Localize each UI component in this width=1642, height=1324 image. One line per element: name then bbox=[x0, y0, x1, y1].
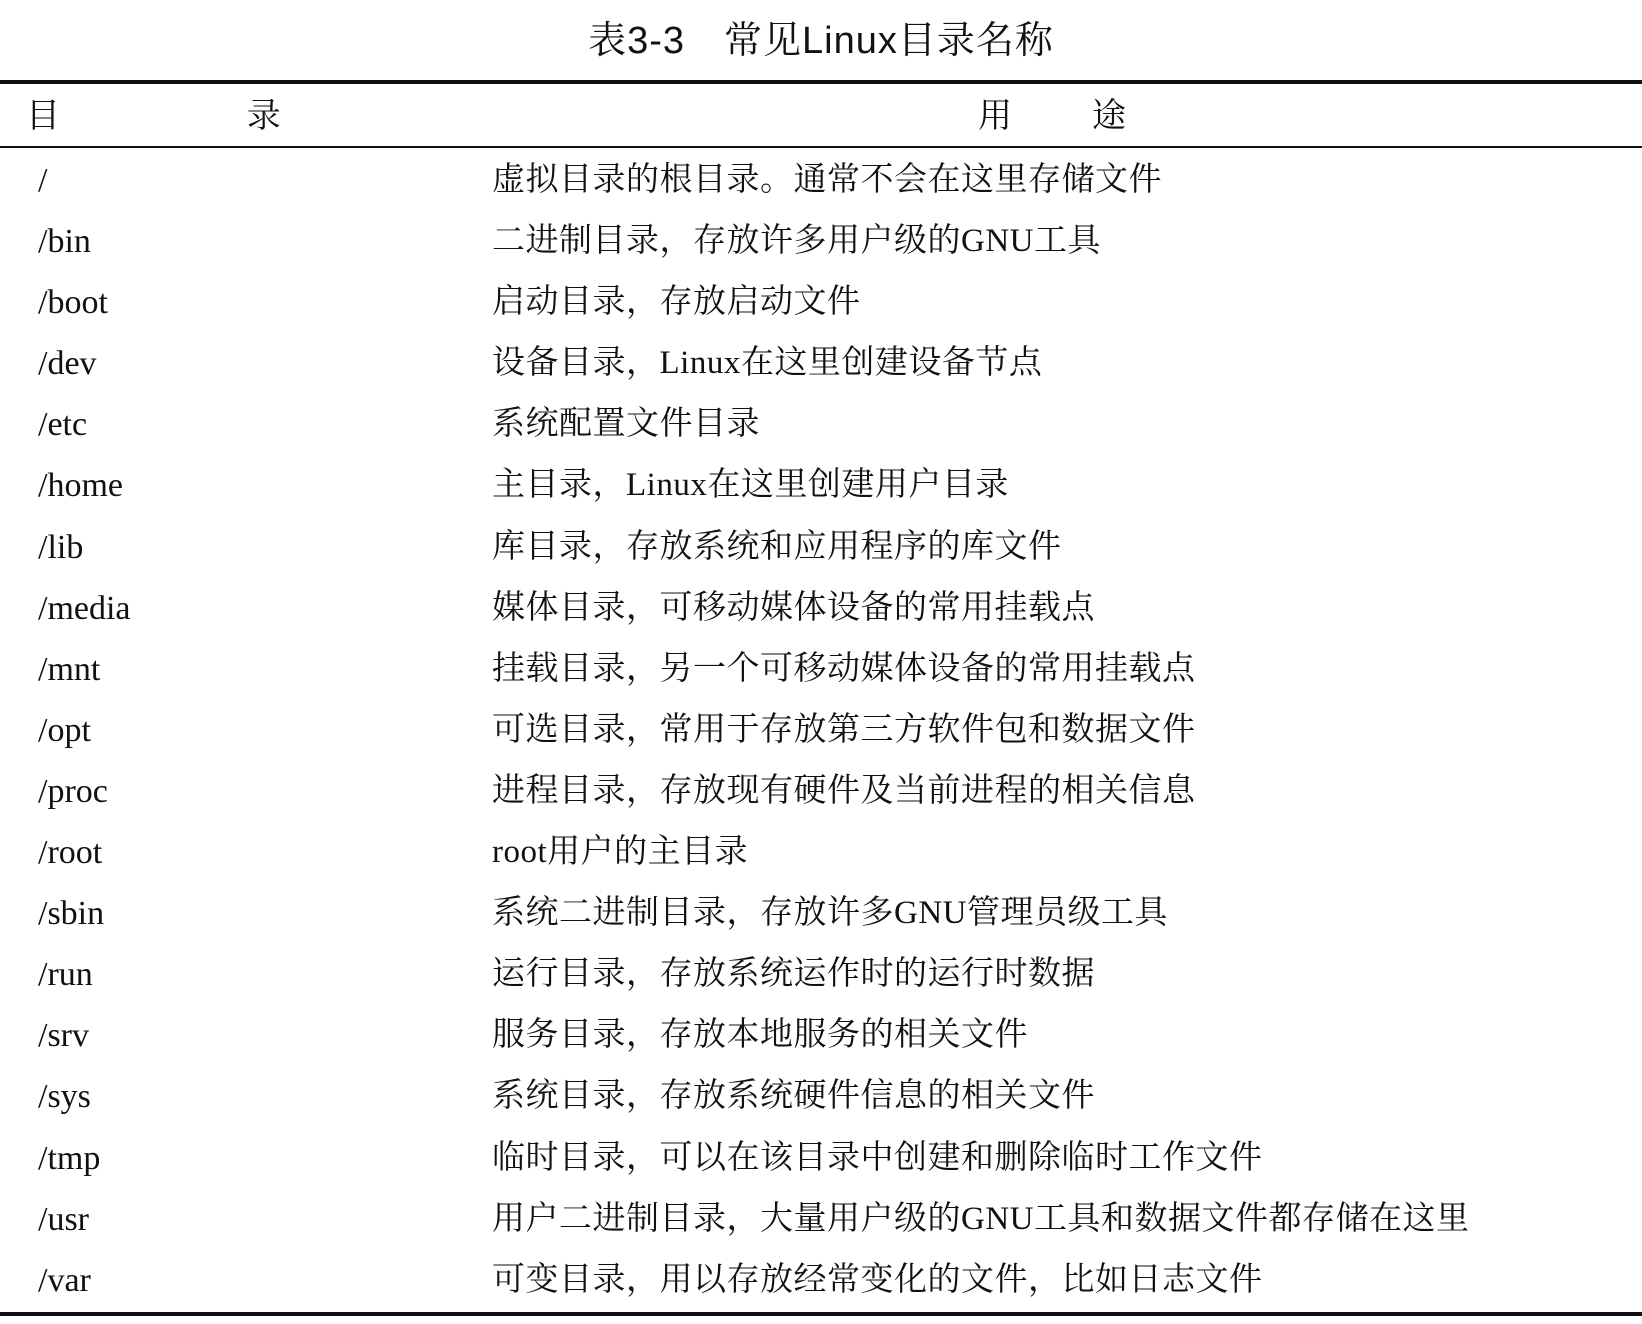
table-row bbox=[0, 1128, 1642, 1189]
directory-cell: /tmp bbox=[38, 1139, 101, 1177]
table-title: 表3-3 常见Linux目录名称 bbox=[588, 20, 1054, 62]
header-purpose: 用途 bbox=[978, 96, 1206, 136]
table-body bbox=[0, 150, 1642, 1311]
directory-cell: /sys bbox=[38, 1078, 91, 1116]
directory-cell: /bin bbox=[38, 223, 91, 261]
directory-cell: /opt bbox=[38, 711, 91, 749]
purpose-cell: root用户的主目录 bbox=[492, 834, 749, 871]
purpose-cell: 主目录，Linux在这里创建用户目录 bbox=[492, 467, 1009, 504]
table-row bbox=[0, 883, 1642, 944]
table-row bbox=[0, 211, 1642, 272]
directory-cell: /proc bbox=[38, 772, 108, 810]
table-row bbox=[0, 700, 1642, 761]
table-row bbox=[0, 1189, 1642, 1250]
directory-cell: /boot bbox=[38, 284, 108, 322]
purpose-cell: 临时目录，可以在该目录中创建和删除临时工作文件 bbox=[492, 1139, 1263, 1176]
purpose-cell: 挂载目录，另一个可移动媒体设备的常用挂载点 bbox=[492, 650, 1196, 687]
table-row bbox=[0, 1066, 1642, 1127]
purpose-cell: 设备目录，Linux在这里创建设备节点 bbox=[492, 345, 1043, 382]
table-row bbox=[0, 639, 1642, 700]
table-row bbox=[0, 761, 1642, 822]
table-bottom-rule bbox=[0, 1312, 1642, 1316]
directory-cell: /sbin bbox=[38, 895, 105, 933]
purpose-cell: 二进制目录，存放许多用户级的GNU工具 bbox=[492, 223, 1101, 260]
table-row bbox=[0, 944, 1642, 1005]
purpose-cell: 用户二进制目录，大量用户级的GNU工具和数据文件都存储在这里 bbox=[492, 1200, 1470, 1237]
purpose-cell: 媒体目录，可移动媒体设备的常用挂载点 bbox=[492, 589, 1095, 626]
purpose-cell: 系统配置文件目录 bbox=[492, 406, 760, 443]
purpose-cell: 虚拟目录的根目录。通常不会在这里存储文件 bbox=[492, 162, 1162, 198]
table-row bbox=[0, 150, 1642, 211]
directory-cell: /usr bbox=[38, 1200, 89, 1238]
purpose-cell: 进程目录，存放现有硬件及当前进程的相关信息 bbox=[492, 772, 1196, 809]
directory-cell: /etc bbox=[38, 406, 88, 444]
directory-cell: /var bbox=[38, 1261, 91, 1299]
directory-cell: /mnt bbox=[38, 650, 101, 688]
table-row bbox=[0, 1005, 1642, 1066]
table-row bbox=[0, 517, 1642, 578]
directory-cell: /lib bbox=[38, 528, 84, 566]
directory-cell: /dev bbox=[38, 345, 97, 383]
purpose-cell: 服务目录，存放本地服务的相关文件 bbox=[492, 1017, 1028, 1054]
purpose-cell: 系统二进制目录，存放许多GNU管理员级工具 bbox=[492, 895, 1168, 932]
directory-cell: /run bbox=[38, 956, 93, 994]
purpose-cell: 运行目录，存放系统运作时的运行时数据 bbox=[492, 956, 1095, 993]
table-row bbox=[0, 1250, 1642, 1311]
purpose-cell: 可选目录，常用于存放第三方软件包和数据文件 bbox=[492, 711, 1196, 748]
directory-cell: /home bbox=[38, 467, 123, 505]
purpose-cell: 系统目录，存放系统硬件信息的相关文件 bbox=[492, 1078, 1095, 1115]
table-row bbox=[0, 578, 1642, 639]
header-directory: 目 录 bbox=[26, 96, 341, 136]
directory-cell: /media bbox=[38, 589, 131, 627]
table-header-row bbox=[0, 88, 1642, 144]
directory-cell: / bbox=[38, 162, 48, 199]
table-row bbox=[0, 455, 1642, 516]
table-top-rule bbox=[0, 80, 1642, 84]
directory-cell: /root bbox=[38, 834, 103, 872]
directory-cell: /srv bbox=[38, 1017, 89, 1055]
table-row bbox=[0, 272, 1642, 333]
purpose-cell: 启动目录，存放启动文件 bbox=[492, 284, 861, 321]
table-row bbox=[0, 394, 1642, 455]
purpose-cell: 可变目录，用以存放经常变化的文件，比如日志文件 bbox=[492, 1261, 1263, 1298]
table-header-rule bbox=[0, 146, 1642, 148]
purpose-cell: 库目录，存放系统和应用程序的库文件 bbox=[492, 528, 1062, 565]
table-row bbox=[0, 333, 1642, 394]
table-row bbox=[0, 822, 1642, 883]
